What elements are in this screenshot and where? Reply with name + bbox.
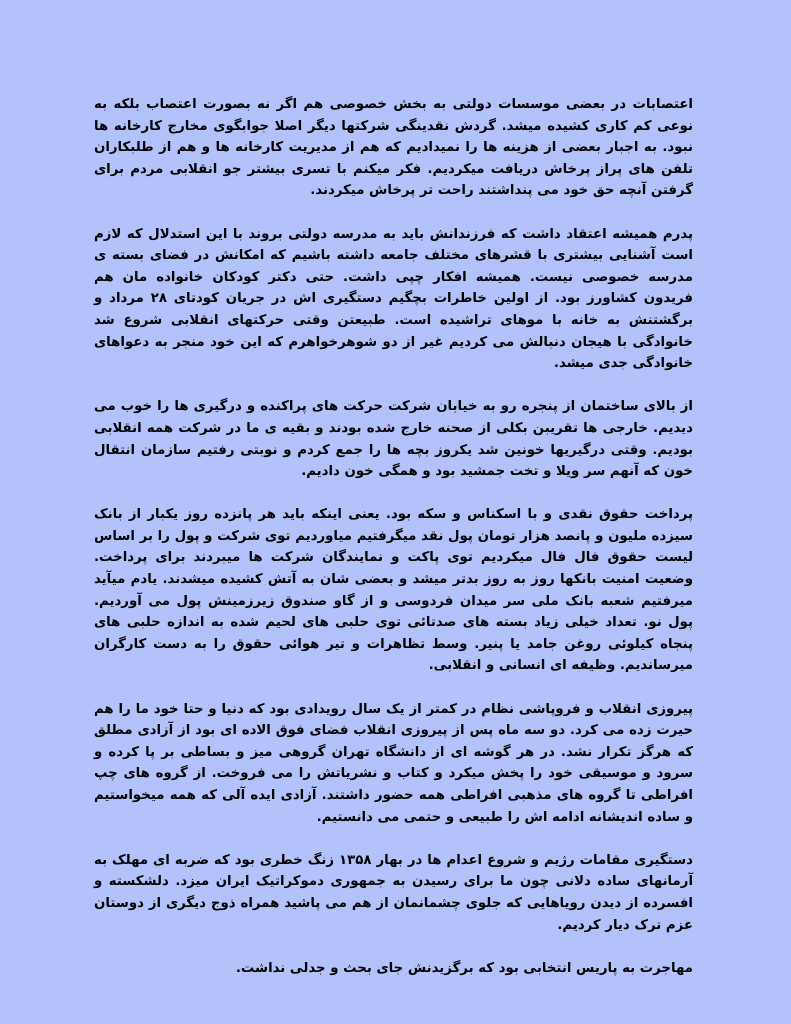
- paragraph-payroll: پرداخت حقوق نقدی و با اسکناس و سکه بود. یعنی اینکه باید هر پانزده روز یکبار از بانک سیزده ملیون و پانصد هزار تومان پول نقد میگرفتیم میاوردیم توی شرکت و پول را بر اساس لیست حقوق فال فال میکردیم توی پاکت و نمایندگان شرکت ها میبردند برای پرداخت. وضعیت امنیت بانکها روز به روز بدتر میشد و بعضی شان به آتش کشیده میشدند. یادم میآید میرفتیم شعبه بانک ملی سر میدان فردوسی و از گاو صندوق زیرزمینش پول می آوردیم. پول نو. تعداد خیلی زیاد بسته های صدتائی توی حلبی های لحیم شده به اندازه حلبی های پنجاه کیلوئی روغن جامد یا پنیر. وسط تظاهرات و تیر هوائی حقوق را به دست کارگران میرساندیم. وظیفه ای انسانی و انقلابی.: [94, 507, 693, 674]
- paragraph-emigration: مهاجرت به پاریس انتخابی بود که برگزیدنش جای بحث و جدلی نداشت.: [235, 960, 693, 976]
- paragraph-revolution: پیروزی انقلاب و فروپاشی نظام در کمتر از یک سال رویدادی بود که دنیا و حتا خود ما را هم حیرت زده می کرد. دو سه ماه پس از پیروزی انقلاب فضای فوق الاده ای بود از آزادی مطلق که هرگز تکرار نشد. در هر گوشه ای از دانشگاه تهران گروهی میز و بساطی بر پا کرده و سرود و موسیقی خود را پخش میکرد و کتاب و نشریاتش را می فروخت. از گروه های چپ افراطی تا گروه های مذهبی افراطی همه حضور داشتند. آزادی ایده آلی که همه میخواستیم و ساده اندیشانه ادامه اش را طبیعی و حتمی می دانستیم.: [94, 701, 693, 825]
- paragraph-arrests: دستگیری مقامات رژیم و شروع اعدام ها در بهار ۱۳۵۸ زنگ خطری بود که ضربه ای مهلک به آرمانهای ساده دلانی چون ما برای رسیدن به جمهوری دموکراتیک ایران میزد. دلشکسته و افسرده از دیدن رویاهایی که جلوی چشمانمان از هم می پاشید همراه ذوج دیگری از دوستان عزم ترک دیار کردیم.: [94, 852, 693, 933]
- paragraph-father: پدرم همیشه اعتقاد داشت که فرزندانش باید به مدرسه دولتی بروند با این استدلال که لازم است آشنایی بیشتری با قشرهای مختلف جامعه داشته باشیم که امکانش در فضای بسته ی مدرسه خصوصی نیست. همیشه افکار چپی داشت. حتی دکتر کودکان خانواده مان هم فریدون کشاورز بود. از اولین خاطرات بچگیم دستگیری اش در جریان کودتای ۲۸ مرداد و برگشتنش به خانه با موهای تراشیده است. طبیعتن وقتی حرکتهای انقلابی شروع شد خانوادگی با هیجان دنبالش می کردیم غیر از دو شوهرخواهرم که این خود منجر به دعواهای خانوادگی جدی میشد.: [94, 226, 693, 372]
- paragraph-window: از بالای ساختمان از پنجره رو به خیابان شرکت حرکت های پراکنده و درگیری ها را خوب می دیدیم. خارجی ها تقریبن بکلی از صحنه خارج شده بودند و بقیه ی ما در شرکت همه انقلابی بودیم. وقتی درگیریها خونین شد یکروز بچه ها را جمع کردم و نوبتی رفتیم سازمان انتقال خون که آنهم سر ویلا و تخت جمشید بود و همگی خون دادیم.: [94, 399, 693, 480]
- paragraph-strikes: اعتصابات در بعضی موسسات دولتی به بخش خصوصی هم اگر نه بصورت اعتصاب بلکه به نوعی کم کاری کشیده میشد. گردش نقدینگی شرکتها دیگر اصلا جوابگوی مخارج کارخانه ها نبود. به اجبار بعضی از هزینه ها را نمیدادیم که هم از مدیریت کارخانه ها و هم از طلبکاران تلفن های پراز پرخاش دریافت میکردیم. فکر میکنم با تسری بیشتر جو انقلابی مردم برای گرفتن آنچه حق خود می پنداشتند راحت تر پرخاش میکردند.: [94, 97, 693, 199]
